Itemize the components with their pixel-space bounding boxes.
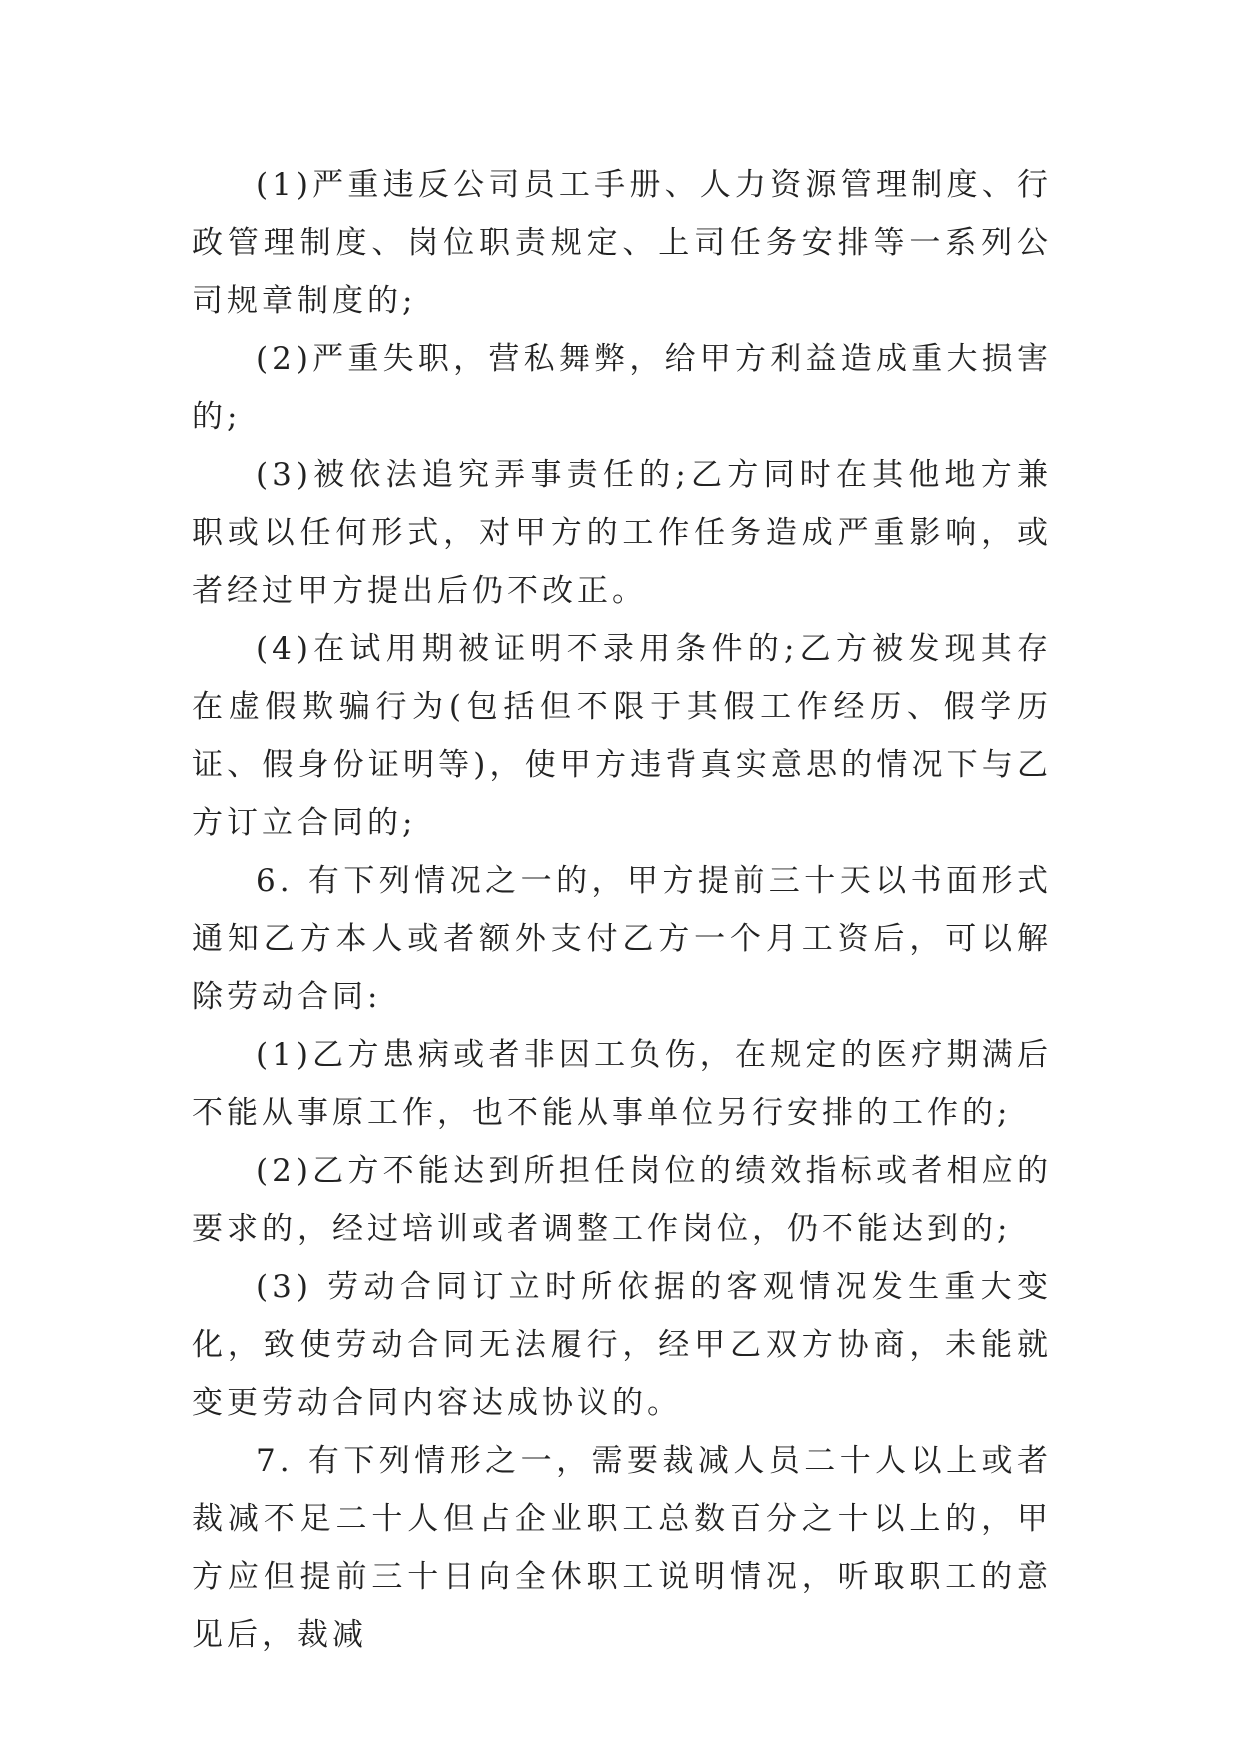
clause-4-paragraph: (4)在试用期被证明不录用条件的;乙方被发现其存在虚假欺骗行为(包括但不限于其假工作经历、假学历证、假身份证明等)，使甲方违背真实意思的情况下与乙方订立合同的;	[192, 631, 1052, 841]
section-6-clause-3-paragraph: (3) 劳动合同订立时所依据的客观情况发生重大变化，致使劳动合同无法履行，经甲乙双方协商，未能就变更劳动合同内容达成协议的。	[192, 1269, 1052, 1421]
document-body	[192, 156, 1052, 1664]
section-6-clause-1-paragraph: (1)乙方患病或者非因工负伤，在规定的医疗期满后不能从事原工作，也不能从事单位另行安排的工作的;	[192, 1037, 1052, 1131]
section-7-paragraph: 7. 有下列情形之一，需要裁减人员二十人以上或者裁减不足二十人但占企业职工总数百分之十以上的，甲方应但提前三十日向全休职工说明情况，听取职工的意见后，裁减	[192, 1443, 1052, 1653]
section-6-paragraph: 6. 有下列情况之一的，甲方提前三十天以书面形式通知乙方本人或者额外支付乙方一个月工资后，可以解除劳动合同:	[192, 863, 1052, 1015]
section-6-clause-2-paragraph: (2)乙方不能达到所担任岗位的绩效指标或者相应的要求的，经过培训或者调整工作岗位，仍不能达到的;	[192, 1153, 1052, 1247]
clause-1-paragraph: (1)严重违反公司员工手册、人力资源管理制度、行政管理制度、岗位职责规定、上司任务安排等一系列公司规章制度的;	[192, 167, 1052, 319]
clause-2-paragraph: (2)严重失职，营私舞弊，给甲方利益造成重大损害的;	[192, 341, 1052, 435]
clause-3-paragraph: (3)被依法追究弄事责任的;乙方同时在其他地方兼职或以任何形式，对甲方的工作任务造成严重影响，或者经过甲方提出后仍不改正。	[192, 457, 1052, 609]
